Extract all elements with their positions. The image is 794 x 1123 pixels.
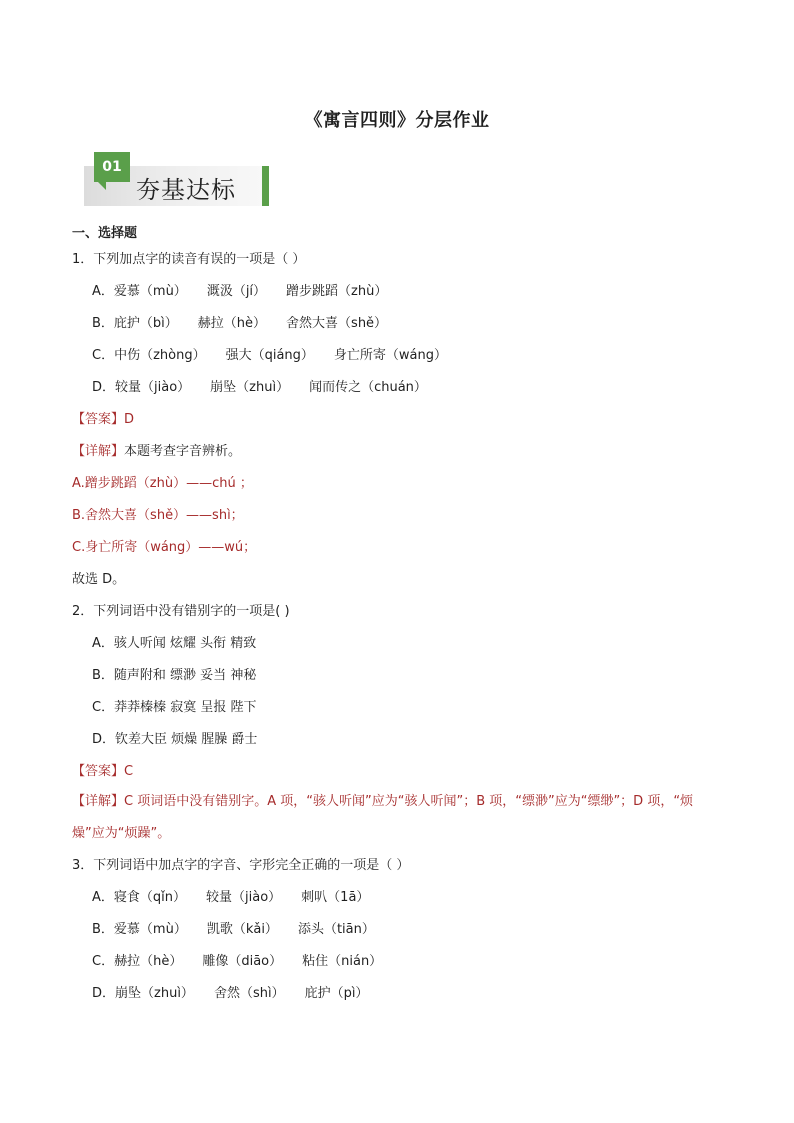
option-item: 粘住（nián） xyxy=(302,954,383,969)
q1-note-c: C.身亡所寄（wáng）——wú； xyxy=(72,540,257,555)
option-label: C． xyxy=(92,348,115,363)
answer-tag: 【答案】 xyxy=(72,412,125,427)
q3-stem: 3．下列词语中加点字的字音、字形完全正确的一项是（ ） xyxy=(72,858,410,873)
option-text: 莽莽榛榛 寂寞 呈报 陛下 xyxy=(114,700,257,715)
q2-detail xyxy=(72,786,724,850)
q2-option-b xyxy=(92,667,256,685)
detail-text: 本题考查字音辨析。 xyxy=(124,444,242,459)
option-label: C． xyxy=(92,700,115,715)
option-text: 骇人听闻 炫耀 头衔 精致 xyxy=(113,636,257,651)
badge-number: 01 xyxy=(94,152,130,182)
q3-option-d xyxy=(92,985,388,1003)
badge-text: 夯基达标 xyxy=(136,176,236,204)
option-item: 较量（jiào） xyxy=(206,890,282,905)
option-item: 蹭步跳蹈（zhù） xyxy=(286,284,388,299)
detail-tag: 【详解】 xyxy=(72,794,125,809)
option-item: 爱慕（mù） xyxy=(113,922,187,937)
q1-option-a xyxy=(92,283,407,301)
option-text: 钦差大臣 烦燥 腥臊 爵士 xyxy=(115,732,258,747)
option-item: 闻而传之（chuán） xyxy=(309,380,427,395)
option-item: 较量（jiào） xyxy=(115,380,191,395)
q3-option-b xyxy=(92,921,395,939)
option-item: 赫拉（hè） xyxy=(197,316,267,331)
option-item: 中伤（zhòng） xyxy=(114,348,206,363)
detail-text: C 项词语中没有错别字。A 项，“骇人听闻”应为“骇人听闻”；B 项，“缥渺”应为“缥缈”；D 项，“烦燥”应为“烦躁”。 xyxy=(72,794,694,841)
badge-tail xyxy=(98,182,106,190)
q1-option-b xyxy=(92,315,407,333)
q1-stem: 1．下列加点字的读音有误的一项是（ ） xyxy=(72,252,306,267)
q1-note-a: A.蹭步跳蹈（zhù）——chú ； xyxy=(72,476,253,491)
q2-option-a xyxy=(92,635,256,653)
option-label: A． xyxy=(92,284,114,299)
q1-note-b: B.舍然大喜（shě）——shì； xyxy=(72,508,244,523)
option-label: B． xyxy=(92,668,114,683)
q1-option-c xyxy=(92,347,467,365)
option-item: 庇护（bì） xyxy=(113,316,178,331)
option-item: 溉汲（jí） xyxy=(206,284,267,299)
option-item: 凯歌（kǎi） xyxy=(206,922,278,937)
option-item: 雕像（diāo） xyxy=(202,954,283,969)
q3-option-c xyxy=(92,953,402,971)
q3-option-a xyxy=(92,889,389,907)
option-label: D． xyxy=(92,986,116,1001)
option-item: 寝食（qǐn） xyxy=(113,890,187,905)
answer-value: D xyxy=(124,412,135,427)
q1-detail xyxy=(72,443,241,461)
option-item: 赫拉（hè） xyxy=(114,954,183,969)
option-label: B． xyxy=(92,316,114,331)
option-label: D． xyxy=(92,380,116,395)
page-title: 《寓言四则》分层作业 xyxy=(304,110,490,131)
q1-option-d xyxy=(92,379,447,397)
option-item: 崩坠（zhuì） xyxy=(115,986,194,1001)
option-text: 随声附和 缥渺 妥当 神秘 xyxy=(113,668,257,683)
q2-option-d xyxy=(92,731,257,749)
section-badge xyxy=(84,152,274,208)
q2-answer xyxy=(72,763,133,781)
option-item: 庇护（pì） xyxy=(304,986,369,1001)
option-item: 强大（qiáng） xyxy=(225,348,314,363)
option-item: 刺叭（1ā） xyxy=(301,890,370,905)
answer-value: C xyxy=(124,764,134,779)
option-label: C． xyxy=(92,954,115,969)
option-item: 舍然大喜（shě） xyxy=(286,316,388,331)
option-label: A． xyxy=(92,890,114,905)
q1-conclusion: 故选 D。 xyxy=(72,572,126,587)
option-item: 崩坠（zhuì） xyxy=(210,380,290,395)
option-label: A． xyxy=(92,636,114,651)
answer-tag: 【答案】 xyxy=(72,764,125,779)
option-label: B． xyxy=(92,922,114,937)
option-label: D． xyxy=(92,732,116,747)
option-item: 添头（tiān） xyxy=(297,922,375,937)
q2-option-c xyxy=(92,699,256,717)
option-item: 爱慕（mù） xyxy=(113,284,187,299)
q2-stem: 2．下列词语中没有错别字的一项是( ) xyxy=(72,604,290,619)
q1-answer xyxy=(72,411,134,429)
option-item: 舍然（shì） xyxy=(213,986,285,1001)
detail-tag: 【详解】 xyxy=(72,444,125,459)
option-item: 身亡所寄（wáng） xyxy=(333,348,448,363)
section-heading: 一、选择题 xyxy=(72,226,138,241)
badge-bar xyxy=(262,166,269,206)
